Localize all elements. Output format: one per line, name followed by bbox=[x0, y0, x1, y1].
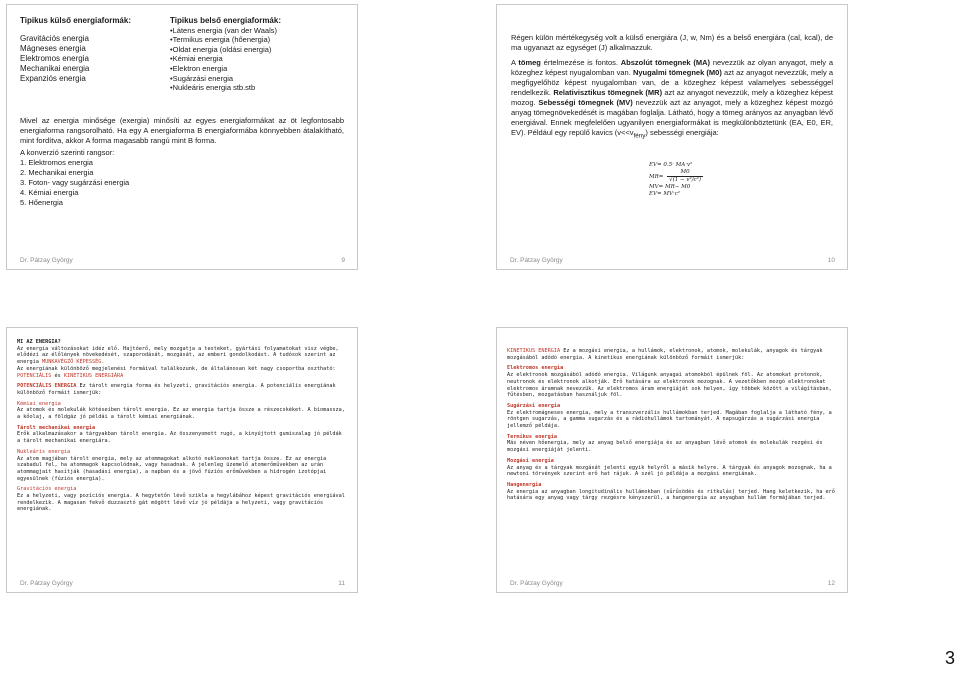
list-item: •Termikus energia (hőenergia) bbox=[170, 35, 271, 45]
text-run: ) sebességi energiája: bbox=[645, 128, 719, 137]
subsection-heading: Mozgási energia bbox=[507, 457, 554, 464]
units-paragraph: Régen külön mértékegység volt a külső energiára (J, w, Nm) és a belső energiára (cal, kcal), de ma ugyanazt az egységet (J) alkalmazzuk. bbox=[511, 33, 833, 52]
highlight-term: KINETIKUS ENERGIA bbox=[507, 348, 561, 354]
section-heading: MI AZ ENERGIA? bbox=[17, 339, 61, 345]
footer-author: Dr. Pátzay György bbox=[510, 580, 563, 587]
subsection bbox=[507, 434, 835, 454]
slide-number: 10 bbox=[827, 257, 835, 264]
mass-paragraph bbox=[511, 58, 833, 142]
slide-number: 11 bbox=[338, 580, 345, 587]
formula-image bbox=[649, 162, 709, 227]
subsection bbox=[17, 425, 345, 445]
subsection bbox=[507, 403, 835, 430]
list-item: Gravitációs energia bbox=[20, 34, 89, 43]
slide-number: 9 bbox=[341, 257, 345, 264]
subscript-light: fény bbox=[633, 132, 646, 140]
subsection-heading: Tárolt mechanikai energia bbox=[17, 424, 96, 431]
text-run: Az energia az anyagban longitudinális hullámokban (sűrűsödés és ritkulás) terjed. Hang keletkezik, ha erő hatására egy anyag vagy tárgy rezgésre kényszerül, a hangenergia az anyagban hullám formájában terjed. bbox=[507, 488, 835, 502]
subsection bbox=[507, 482, 835, 502]
text-run: Ez elektromágneses energia, mely a transzverzális hullámokban terjed. Magában foglalja a látható fény, a röntgen sugarzás, a gamma sugarzás és a rádióhullámok tartományát. A napsugárzás a sugárzási energia jellemző példája. bbox=[507, 409, 832, 430]
text-run: nevezzük az olyan anyagot, mely a közeghez képest nyugalomban van. bbox=[511, 58, 833, 77]
highlight-term: MUNKAVÉGZŐ KÉPESSÉG. bbox=[42, 359, 105, 366]
text-run: Ez a mozgási energia, a hullámok, elektronok, atomok, molekulák, anyagok és tárgyak mozgásából adódó energia. A kinetikus energiának különböző formáit ismerjük: bbox=[507, 348, 823, 361]
footer-author: Dr. Pátzay György bbox=[20, 580, 73, 587]
term-mass: tömeg bbox=[518, 58, 541, 67]
intro-paragraph bbox=[17, 346, 345, 380]
subsection bbox=[17, 449, 345, 483]
subsection-heading: Hangenergia bbox=[507, 481, 542, 488]
term-relativistic-mass: Relativisztikus tömegnek (MR) bbox=[553, 88, 663, 97]
formula-numerator: M0 bbox=[667, 169, 703, 177]
external-forms-title: Tipikus külső energiaformák: bbox=[20, 16, 131, 25]
kinetic-energy-text bbox=[507, 348, 835, 506]
subsection bbox=[17, 486, 345, 513]
rank-item: 2. Mechanikai energia bbox=[20, 168, 94, 177]
formula-line: MV= MR− M0 bbox=[649, 184, 691, 190]
text-run: Erők alkalmazásakor a tárgyakban tárolt energia. Az összenyomott rugó, a kinyújtott gumiszalag jó példák a tárolt mechanikai energiára. bbox=[17, 431, 342, 445]
text-run: Más néven hőenergia, mely az anyag belső energiája és az anyagban lévő atomok és molekulák rezgési és mozgási energiáját jelenti. bbox=[507, 440, 823, 454]
list-item: Mechanikai energia bbox=[20, 64, 90, 73]
rank-item: 3. Foton- vagy sugárzási energia bbox=[20, 178, 130, 187]
ranking-section bbox=[20, 116, 344, 208]
text-run: Az atom magjában tárolt energia, mely az atommagokat alkotó nukleonokat tartja össze. Ez az energia szabadul fel, ha atommagok kapcsolódnak, vagy hasadnak. A jelenleg üzemelő atomerőművekben az urán atommagjait hasítják (hasadási energia), a napban és a jövő fúziós erőművekben a hidrogén izotópjai egyesülnek (fúziós energia). bbox=[17, 455, 327, 482]
external-energy-list bbox=[20, 16, 140, 84]
text-run: azt az anyagot nevezzük, mely a közeghez képest mozog. bbox=[511, 88, 834, 107]
slide-10 bbox=[496, 4, 848, 270]
exergy-paragraph: Mivel az energia minősége (exergia) minősíti az egyes energiaformákat az öt legfontosabb energiaforma rangsorolható. Ha egy A energiaforma B energiaformába könnyebben átalakítható, mint fordítva, akkor A forma magasabb rangú mint B forma. bbox=[20, 116, 344, 145]
slide-9 bbox=[6, 4, 358, 270]
list-item: •Sugárzási energia bbox=[170, 73, 234, 83]
formula-line: EV= 0.5· MA·v² bbox=[649, 162, 693, 168]
energy-forms-lists bbox=[20, 16, 349, 106]
subsection-heading: Nukleáris energia bbox=[17, 448, 71, 455]
slide-number: 12 bbox=[827, 580, 835, 587]
rank-item: 1. Elektromos energia bbox=[20, 158, 93, 167]
list-item: Mágneses energia bbox=[20, 44, 86, 53]
text-run: azt az anyagot nevezzük, mely a megfigyelőhöz képest nyugalomban van, de a közeghez képest valamelyes sebességgel rendelkezik. bbox=[511, 68, 833, 97]
slide-12 bbox=[496, 327, 848, 593]
highlight-term: POTENCIÁLIS ENERGIA bbox=[17, 383, 77, 390]
internal-forms-title: Tipikus belső energiaformák: bbox=[170, 16, 281, 25]
list-item: •Nukleáris energia stb.stb bbox=[170, 83, 256, 93]
subsection bbox=[507, 458, 835, 478]
text-run: Az atomok és molekulák kötéseiben tárolt energia. Ez az energia tartja össze a részecskéket. A biomassza, a kőolaj, a földgáz jó példái a tárolt kémiai energiának. bbox=[17, 407, 345, 421]
potential-paragraph bbox=[17, 383, 345, 396]
formula-line: EV= MV·c² bbox=[649, 191, 680, 197]
footer-author: Dr. Pátzay György bbox=[510, 257, 563, 264]
text-run: Az energia változásokat idéz elő. Hajtóerő, mely mozgatja a testeket, gyártási folyamatokat visz végbe, elődézi az élőlények növekedését, szaporodását, mozgását, az emberi gondolkodást. A tudósok szerint az energia bbox=[17, 345, 339, 366]
internal-energy-list bbox=[170, 16, 358, 93]
list-item: •Látens energia (van der Waals) bbox=[170, 25, 277, 35]
text-run: értelmezése is fontos. bbox=[540, 58, 621, 67]
text-run: nevezzük azt az anyagot, mely a közeghez képest mozgó anyag tömegnövekedését is magában foglalja. Látható, hogy a tömeg arányos az anyagban lévő energiával. Ennek megfelelően ugyanilyen energiaformákat is megkülönböztetünk (EA, E0, ER, EV). Például egy repülő kavics (v<<v bbox=[511, 98, 833, 137]
subsection-heading: Sugárzási energia bbox=[507, 402, 561, 409]
term-absolute-mass: Abszolút tömegnek (MA) bbox=[620, 58, 711, 67]
list-item: Expanziós energia bbox=[20, 74, 86, 83]
rank-title: A konverzió szerinti rangsor: bbox=[20, 148, 115, 157]
highlight-term: POTENCIÁLIS bbox=[17, 372, 52, 379]
subsection-heading: Gravitációs energia bbox=[17, 486, 77, 493]
highlight-term: KINETIKUS ENERGIÁRA bbox=[63, 372, 124, 379]
formula-fraction bbox=[667, 169, 703, 184]
subsection bbox=[507, 365, 835, 399]
subsection-heading: Elektromos energia bbox=[507, 365, 564, 372]
formula-denominator: √(1 − v²/c²) bbox=[669, 177, 701, 183]
text-run: Ez a helyzeti, vagy pozíciós energia. A hegytetőn lévő szikla a hegylábához képest gravitációs energiával rendelkezik. A magasan fekvő duzzasztó gát mögött lévő víz jó példája a helyzeti, vagy gravitációs energiának. bbox=[17, 493, 345, 513]
rank-item: 4. Kémiai energia bbox=[20, 188, 79, 197]
list-item: •Elektron energia bbox=[170, 63, 228, 73]
text-run: Az elektronok mozgásából adódó energia. Világunk anyagai atomokból épülnek föl. Az atomokat protonok, neutronok és elektronok alkotják. Erő hatására az elektronok mozognak. A vezetőkben mozgó elektronokat elektromos áramnak nevezzük. Az elektromos áram energiáját sok helyen, így többek között a világításban, fűtésben, mozgatásban használjuk föl. bbox=[507, 372, 832, 399]
mass-energy-text bbox=[511, 33, 833, 147]
page-number: 3 bbox=[944, 648, 955, 668]
text-run: Ez tárolt energia forma és helyzeti, gravitációs energia. A potenciális energiának különböző formáit ismerjük: bbox=[17, 383, 336, 396]
slide-11 bbox=[6, 327, 358, 593]
footer-author: Dr. Pátzay György bbox=[20, 257, 73, 264]
formula-line bbox=[649, 169, 709, 184]
text-run: Az energiának különböző megjelenési formáival találkozunk, de általánosan két nagy csoportba osztható: bbox=[17, 365, 336, 372]
subsection-heading: Termikus energia bbox=[507, 433, 557, 440]
term-velocity-mass: Sebességi tömegnek (MV) bbox=[538, 98, 633, 107]
rank-item: 5. Hőenergia bbox=[20, 198, 63, 207]
formula-lhs: MR= bbox=[649, 174, 664, 180]
subsection bbox=[17, 401, 345, 421]
subsection-heading: Kémiai energia bbox=[17, 400, 61, 407]
term-rest-mass: Nyugalmi tömegnek (M0) bbox=[632, 68, 722, 77]
text-run: A bbox=[511, 58, 519, 67]
intro-paragraph bbox=[507, 348, 835, 361]
text-run: Az anyag és a tárgyak mozgását jelenti egyik helyről a másik helyre. A tárgyak és anyagok mozognak, ha a newtoni törvények szerint erő hat rájuk. A szél jó példája a mozgási energiának. bbox=[507, 464, 832, 478]
text-run: és bbox=[51, 372, 64, 379]
list-item: •Kémiai energia bbox=[170, 54, 223, 64]
potential-energy-text bbox=[17, 339, 345, 517]
list-item: •Oldat energia (oldási energia) bbox=[170, 44, 272, 54]
list-item: Elektromos energia bbox=[20, 54, 89, 63]
